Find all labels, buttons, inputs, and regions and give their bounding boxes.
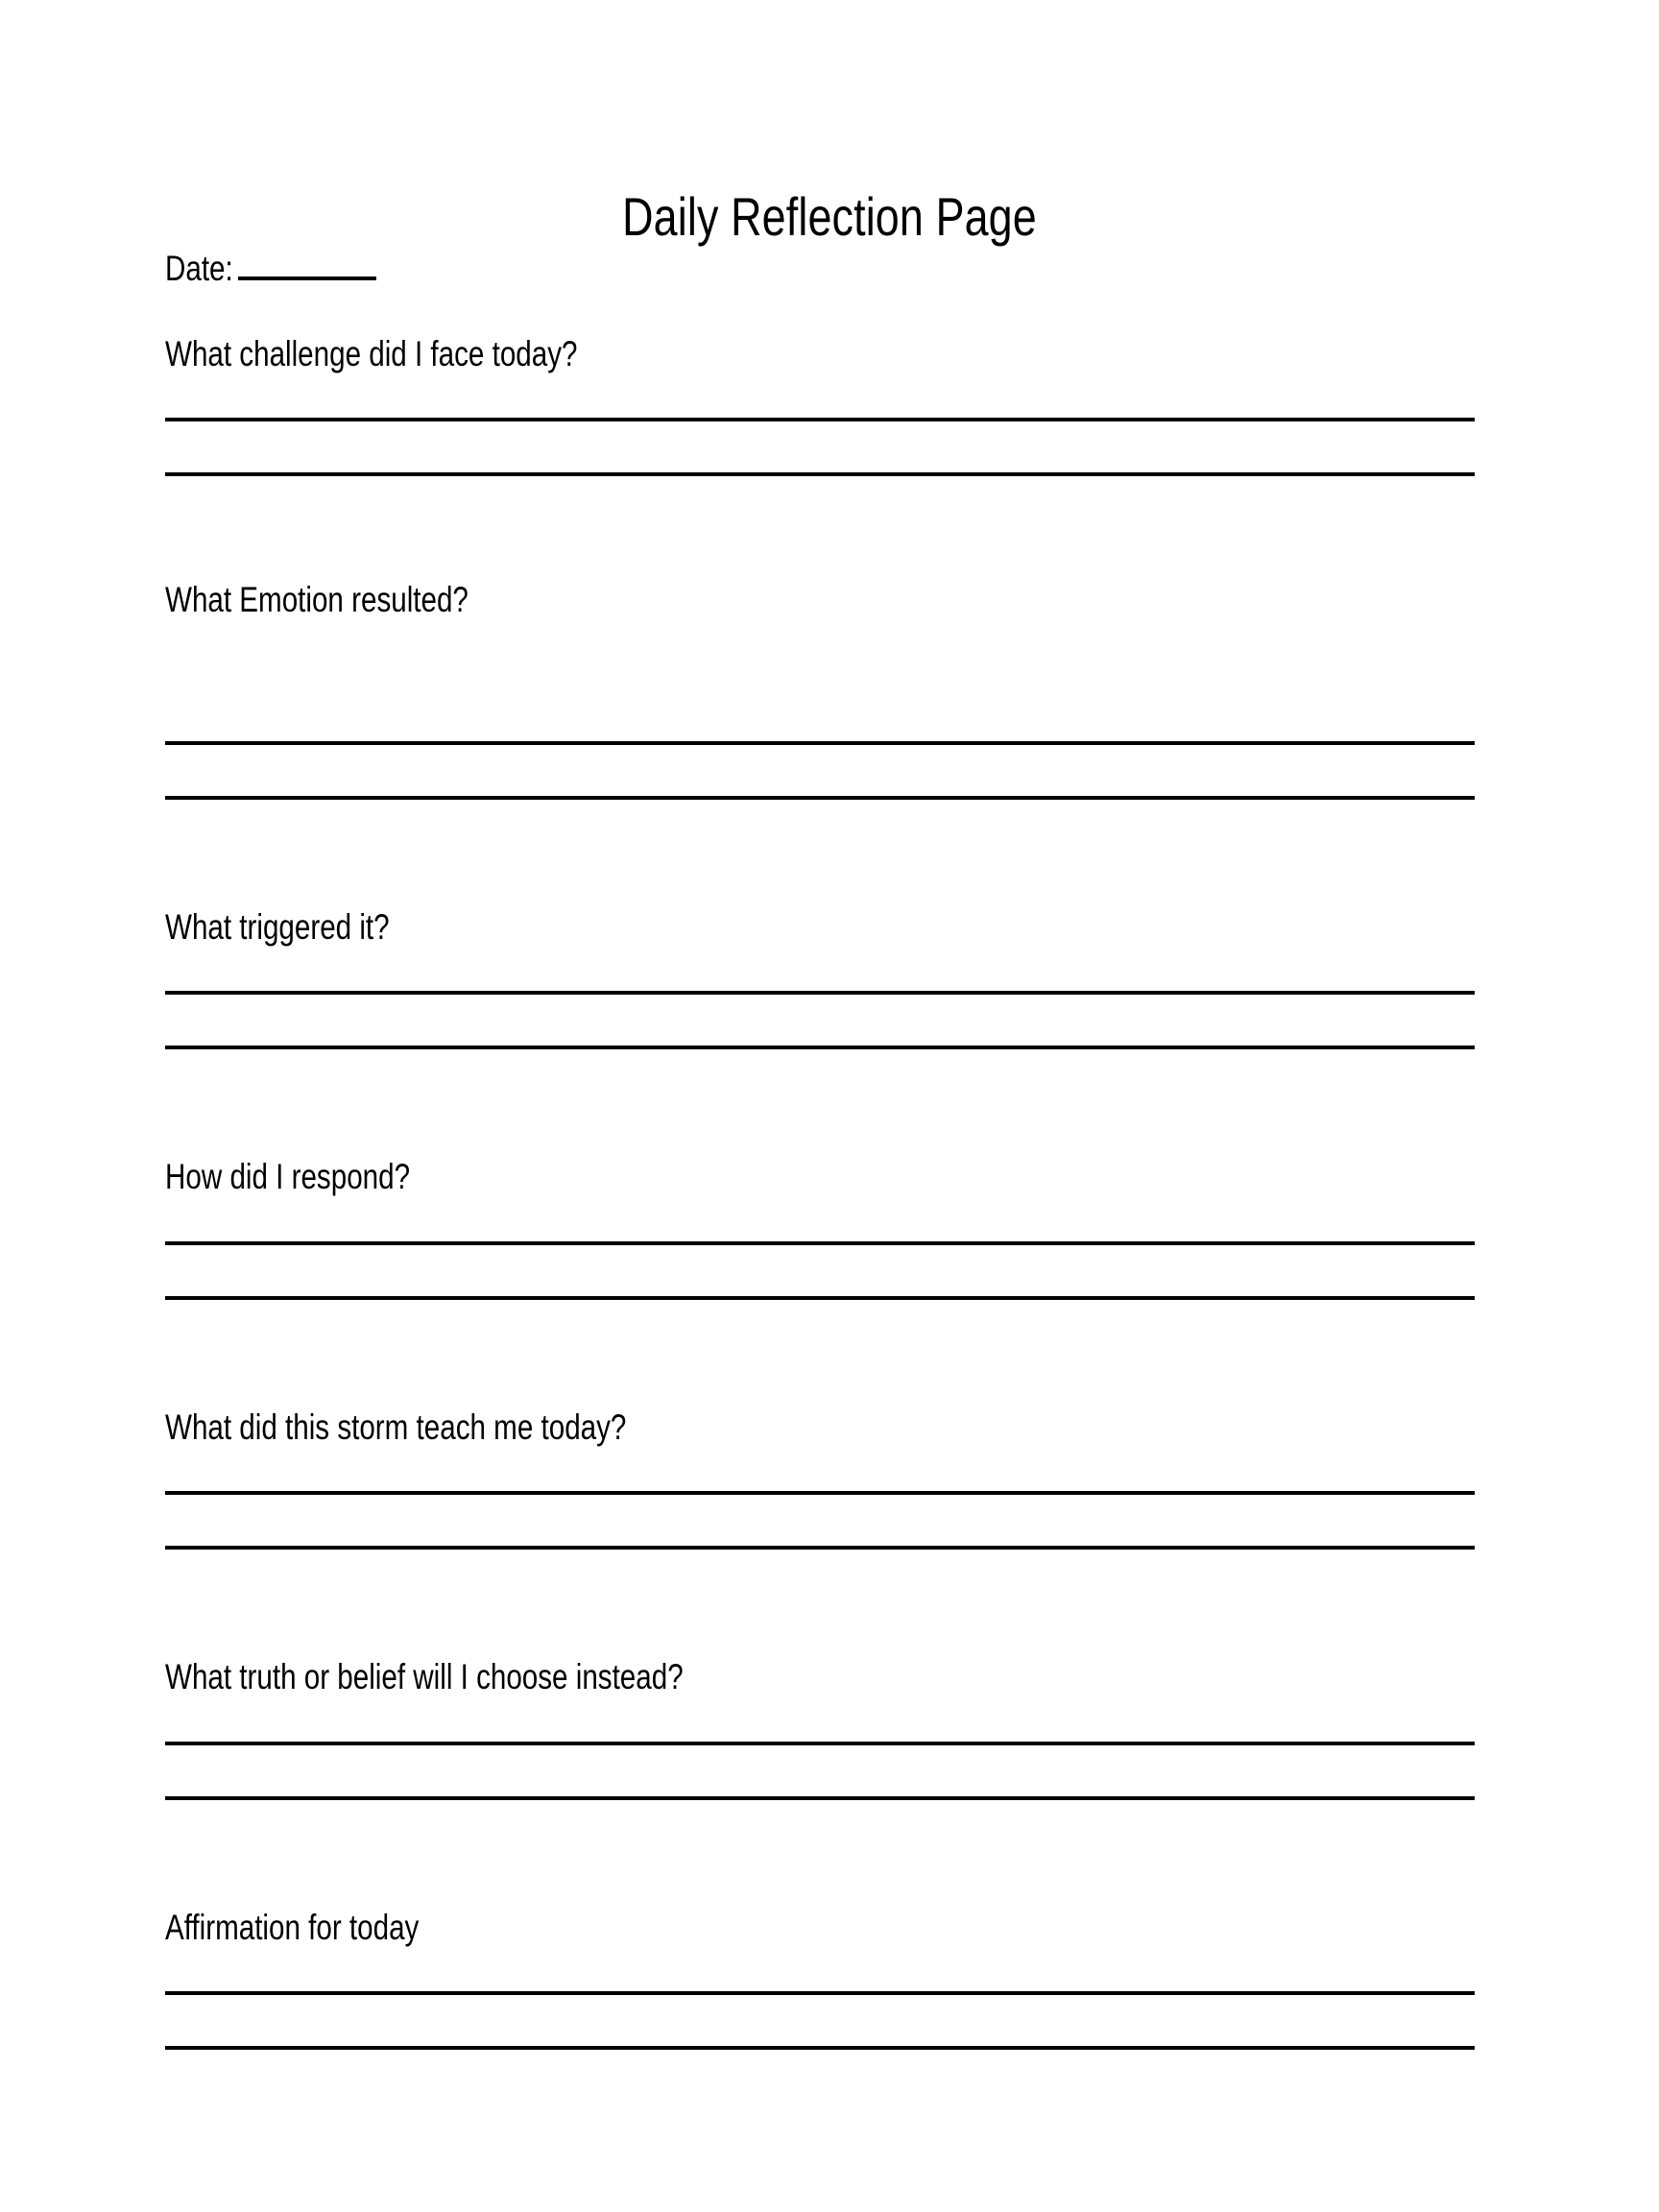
reflection-section [165, 1407, 1475, 1550]
section-prompt-emotion: What Emotion resulted? [165, 580, 469, 620]
writing-rule[interactable] [165, 1546, 1475, 1550]
date-label: Date: [165, 249, 233, 288]
section-prompt-trigger: What triggered it? [165, 906, 390, 947]
answer-lines-response[interactable] [165, 1241, 1475, 1300]
spacer [165, 1947, 1475, 1991]
answer-lines-trigger[interactable] [165, 991, 1475, 1049]
spacer [165, 800, 1475, 907]
reflection-section [165, 1908, 1475, 2050]
spacer [165, 1550, 1475, 1657]
writing-rule[interactable] [165, 796, 1475, 800]
reflection-sections [165, 334, 1475, 2050]
spacer [165, 1447, 1475, 1491]
spacer [165, 995, 1475, 1046]
section-prompt-lesson: What did this storm teach me today? [165, 1407, 627, 1447]
spacer [165, 620, 1475, 741]
answer-lines-challenge[interactable] [165, 418, 1475, 476]
spacer [165, 1495, 1475, 1546]
reflection-section [165, 1657, 1475, 1799]
writing-rule[interactable] [165, 472, 1475, 476]
date-input-line[interactable] [238, 248, 376, 280]
reflection-section [165, 907, 1475, 1049]
spacer [165, 1300, 1475, 1407]
reflection-section [165, 1157, 1475, 1299]
writing-rule[interactable] [165, 1296, 1475, 1300]
reflection-section [165, 580, 1475, 799]
spacer [165, 947, 1475, 991]
answer-lines-lesson[interactable] [165, 1491, 1475, 1550]
spacer [165, 1800, 1475, 1908]
spacer [165, 1049, 1475, 1157]
section-prompt-affirmation: Affirmation for today [165, 1907, 420, 1947]
date-field [165, 248, 376, 289]
spacer [165, 421, 1475, 472]
section-prompt-challenge: What challenge did I face today? [165, 334, 578, 373]
writing-rule[interactable] [165, 1046, 1475, 1049]
section-prompt-belief: What truth or belief will I choose instead? [165, 1657, 684, 1697]
section-prompt-response: How did I respond? [165, 1157, 411, 1197]
spacer [165, 476, 1475, 580]
answer-lines-affirmation[interactable] [165, 1991, 1475, 2050]
spacer [165, 1245, 1475, 1296]
spacer [165, 745, 1475, 796]
page-title: Daily Reflection Page [622, 185, 1037, 247]
writing-rule[interactable] [165, 1796, 1475, 1800]
reflection-section [165, 334, 1475, 476]
answer-lines-belief[interactable] [165, 1742, 1475, 1800]
spacer [165, 1995, 1475, 2046]
writing-rule[interactable] [165, 2046, 1475, 2050]
spacer [165, 1697, 1475, 1742]
spacer [165, 1197, 1475, 1241]
spacer [165, 1745, 1475, 1796]
spacer [165, 373, 1475, 418]
answer-lines-emotion[interactable] [165, 741, 1475, 800]
